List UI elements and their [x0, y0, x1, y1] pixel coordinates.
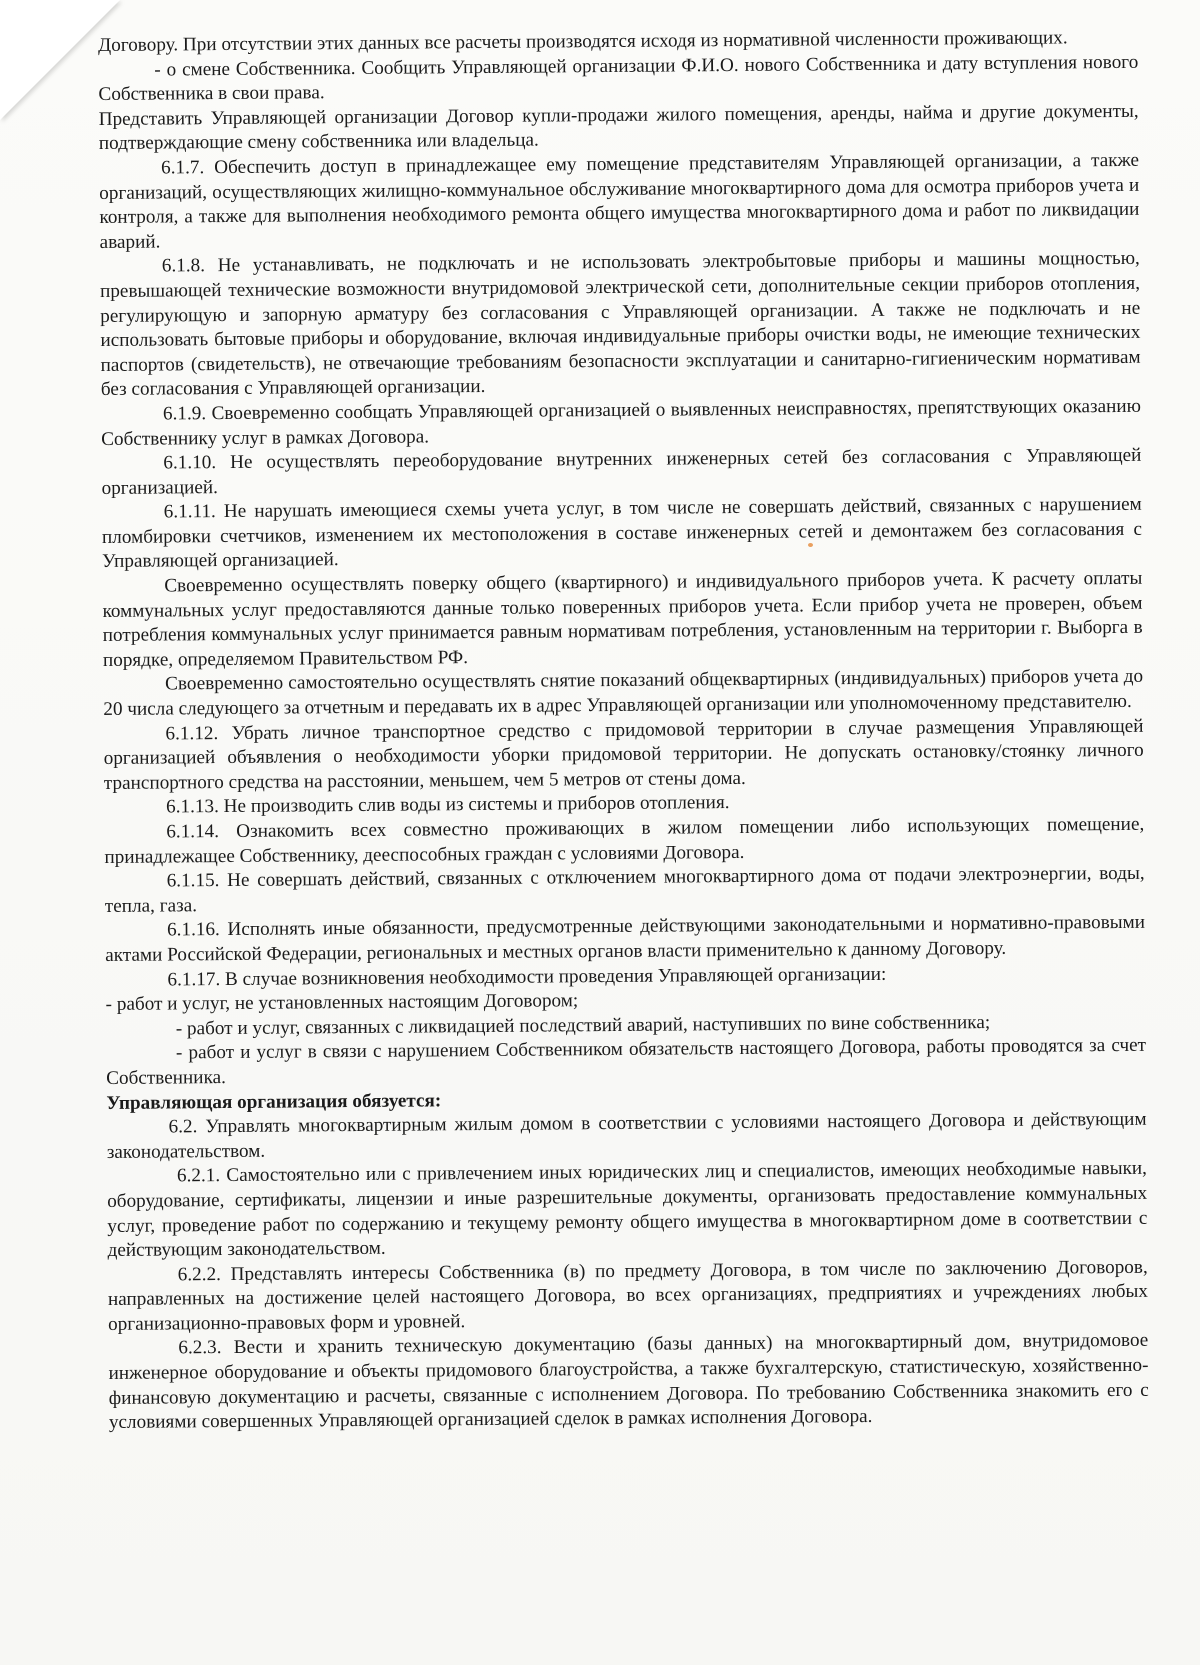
- paragraph: Своевременно самостоятельно осуществлять снятие показаний общеквартирных (индивидуальных) приборов учета до 20 числа следующего за отчетным и передавать их в адрес Управляющей организации или уполномоченному представителю.: [103, 666, 1144, 721]
- list-item: - работ и услуг в связи с нарушением Собственником обязательств настоящего Договора, работы проводятся за счет Собственника.: [106, 1035, 1147, 1089]
- clause-6-1-8: 6.1.8. Не устанавливать, не подключать и не использовать электробытовые приборы и машины мощностью, превышающей технические возможности внутридомовой электрической сети, дополнительные секции приборов отопления, регулирующую и запорную арматуру без согласования с Управляющей организации. А также не подключать и не использовать бытовые приборы и оборудование, включая индивидуальные приборы очистки воды, не имеющие технических паспортов (свидетельств), не отвечающие требованиям безопасности эксплуатации и санитарно-гигиеническим нормативам без согласования с Управляющей организации.: [99, 248, 1141, 401]
- paragraph: Договору. При отсутствии этих данных все расчеты производятся исходя из нормативной численности проживающих.: [98, 27, 1068, 56]
- clause-6-1-16: 6.1.16. Исполнять иные обязанности, предусмотренные действующими законодательными и нормативно-правовыми актами Российской Федерации, региональных и местных органов власти применительно к данному Договору.: [105, 912, 1146, 966]
- clause-6-1-14: 6.1.14. Ознакомить всех совместно проживающих в жилом помещении либо использующих помещение, принадлежащее Собственнику, дееспособных граждан с условиями Договора.: [104, 813, 1145, 868]
- paragraph: Представить Управляющей организации Договор купли-продажи жилого помещения, аренды, найма и другие документы, подтверждающие смену собственника или владельца.: [98, 100, 1139, 155]
- paragraph: Своевременно осуществлять поверку общего (квартирного) и индивидуального приборов учета. К расчету оплаты коммунальных услуг предоставляются данные только поверенных приборов учета. Если прибор учета не проверен, объем потребления коммунальных услуг принимается равным нормативам потребления, установленным на территории г. Выборга в порядке, определяемом Правительством РФ.: [102, 567, 1143, 671]
- paragraph: - о смене Собственника. Сообщить Управляющей организации Ф.И.О. нового Собственника и дату вступления нового Собственника в свои права.: [98, 51, 1139, 106]
- document-body: [98, 26, 1149, 1436]
- clause-6-1-15: 6.1.15. Не совершать действий, связанных с отключением многоквартирного дома от подачи электроэнергии, воды, тепла, газа.: [104, 862, 1145, 917]
- clause-6-1-17: 6.1.17. В случае возникновения необходимости проведения Управляющей организации:: [167, 963, 887, 991]
- clause-6-2: 6.2. Управлять многоквартирным жилым домом в соответствии с условиями настоящего Договора и действующим законодательством.: [106, 1108, 1147, 1163]
- clause-6-1-7: 6.1.7. Обеспечить доступ в принадлежащее ему помещение представителям Управляющей организации, а также организаций, осуществляющих жилищно-коммунальное обслуживание многоквартирного дома для осмотра приборов учета и контроля, а также для выполнения необходимого ремонта общего имущества многоквартирного дома и работ по ликвидации аварий.: [99, 149, 1140, 253]
- clause-6-1-13: 6.1.13. Не производить слив воды из системы и приборов отопления.: [165, 792, 730, 818]
- clause-6-2-3: 6.2.3. Вести и хранить техническую документацию (базы данных) на многоквартирный дом, внутридомовое инженерное оборудование и объекты придомового благоустройства, а также бухгалтерскую, статистическую, хозяйственно-финансовую документацию и расчеты, связанные с исполнением Договора. По требованию Собственника знакомить его с условиями совершенных Управляющей организацией сделок в рамках исполнения Договора.: [108, 1330, 1149, 1434]
- clause-6-2-1: 6.2.1. Самостоятельно или с привлечением иных юридических лиц и специалистов, имеющих необходимые навыки, оборудование, сертификаты, лицензии и иные разрешительные документы, организовать предоставление коммунальных услуг, проведение работ по содержанию и текущему ремонту общего имущества в многоквартирном доме в соответствии с действующим законодательством.: [107, 1158, 1148, 1262]
- list-item: - работ и услуг, связанных с ликвидацией последствий аварий, наступивших по вине собственника;: [175, 1011, 991, 1040]
- list-item: - работ и услуг, не установленных настоящим Договором;: [105, 990, 579, 1016]
- clause-6-1-12: 6.1.12. Убрать личное транспортное средство с придомовой территории в случае размещения Управляющей организацией объявления о необходимости уборки придомовой территории. Не допускать остановку/стоянку личного транспортного средства на расстоянии, меньшем, чем 5 метров от стены дома.: [103, 715, 1144, 794]
- clause-6-1-11: 6.1.11. Не нарушать имеющиеся схемы учета услуг, в том числе не совершать действий, связанных с нарушением пломбировки счетчиков, изменением их местоположения в составе инженерных сетей и демонтажем без согласования с Управляющей организацией.: [101, 494, 1143, 573]
- clause-6-1-9: 6.1.9. Своевременно сообщать Управляющей организацией о выявленных неисправностях, препятствующих оказанию Собственнику услуг в рамках Договора.: [101, 395, 1142, 450]
- clause-6-1-10: 6.1.10. Не осуществлять переоборудование внутренних инженерных сетей без согласования с Управляющей организацией.: [101, 444, 1142, 499]
- clause-6-2-2: 6.2.2. Представлять интересы Собственника (в) по предмету Договора, в том числе по заключению Договоров, направленных на достижение целей настоящего Договора, во всех организациях, предприятиях и учреждениях любых организационно-правовых форм и уровней.: [107, 1256, 1148, 1335]
- section-heading: Управляющая организация обязуется:: [106, 1089, 442, 1114]
